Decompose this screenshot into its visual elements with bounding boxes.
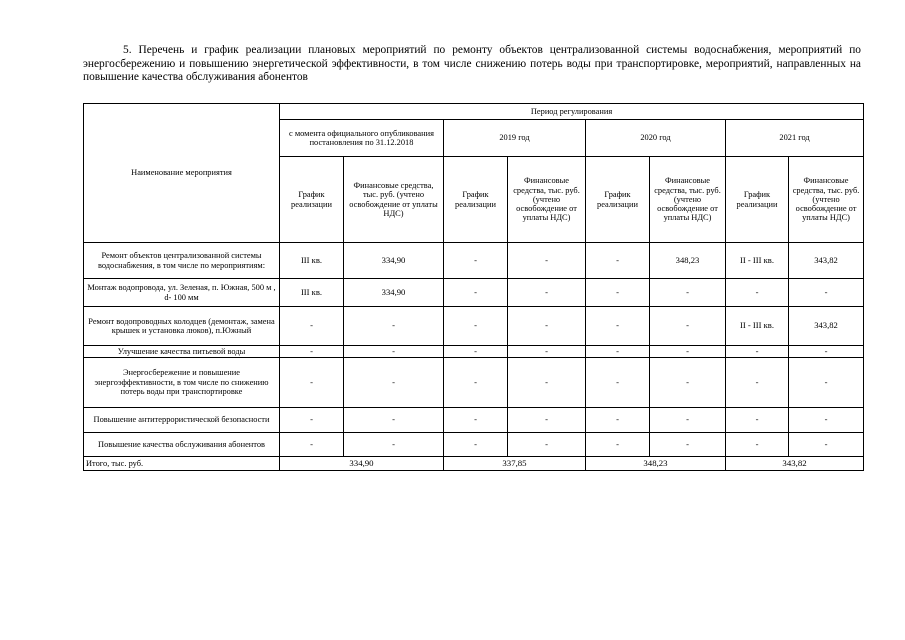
measure-name: Ремонт водопроводных колодцев (демонтаж, замена крышек и установка люков), п.Южный — [84, 307, 280, 346]
table-cell: - — [508, 358, 586, 408]
column-header-period: Период регулирования — [280, 104, 864, 120]
table-cell: - — [444, 358, 508, 408]
measures-table — [83, 103, 864, 471]
total-value-2018: 334,90 — [280, 457, 444, 471]
table-cell: - — [280, 358, 344, 408]
table-cell: III кв. — [280, 243, 344, 279]
finance-header: Финансовые средства, тыс. руб. (учтено освобождение от уплаты НДС) — [508, 157, 586, 243]
table-cell: - — [789, 346, 864, 358]
table-cell: - — [344, 346, 444, 358]
table-cell: - — [280, 346, 344, 358]
table-cell: - — [508, 433, 586, 457]
measure-name: Повышение антитеррористической безопасности — [84, 408, 280, 433]
table-cell: - — [444, 346, 508, 358]
table-row — [84, 358, 864, 408]
table-cell: - — [726, 279, 789, 307]
schedule-header: График реализации — [280, 157, 344, 243]
table-cell: - — [789, 358, 864, 408]
table-cell: - — [586, 408, 650, 433]
table-cell: - — [789, 279, 864, 307]
schedule-header: График реализации — [726, 157, 789, 243]
table-cell: - — [789, 408, 864, 433]
table-cell: III кв. — [280, 279, 344, 307]
table-cell: - — [726, 408, 789, 433]
schedule-header: График реализации — [444, 157, 508, 243]
table-cell: 343,82 — [789, 307, 864, 346]
measure-name: Повышение качества обслуживания абонентов — [84, 433, 280, 457]
table-cell: - — [344, 433, 444, 457]
table-cell: - — [650, 346, 726, 358]
table-row — [84, 346, 864, 358]
table-cell: - — [444, 243, 508, 279]
table-cell: - — [344, 358, 444, 408]
table-row — [84, 408, 864, 433]
total-value-2019: 337,85 — [444, 457, 586, 471]
table-cell: - — [650, 433, 726, 457]
measure-name: Ремонт объектов централизованной системы водоснабжения, в том числе по мероприятиям: — [84, 243, 280, 279]
table-cell: 334,90 — [344, 243, 444, 279]
period-header-2021: 2021 год — [726, 120, 864, 157]
table-cell: - — [344, 408, 444, 433]
table-cell: - — [586, 307, 650, 346]
table-cell: - — [508, 408, 586, 433]
total-row — [84, 457, 864, 471]
table-row — [84, 307, 864, 346]
table-cell: - — [726, 346, 789, 358]
schedule-header: График реализации — [586, 157, 650, 243]
section-heading: 5. Перечень и график реализации плановых мероприятий по ремонту объектов централизованной системы водоснабжения, мероприятий по энергосбережению и повышению энергетической эффективности, в том числе снижению потерь воды при транспортировке, мероприятий, направленных на повышение качества обслуживания абонентов — [83, 44, 861, 84]
table-cell: II - III кв. — [726, 307, 789, 346]
table-cell: - — [586, 279, 650, 307]
column-header-name: Наименование мероприятия — [84, 104, 280, 243]
table-cell: - — [508, 279, 586, 307]
table-cell: - — [650, 307, 726, 346]
table-cell: - — [508, 243, 586, 279]
measure-name: Монтаж водопровода, ул. Зеленая, п. Южная, 500 м , d- 100 мм — [84, 279, 280, 307]
table-row — [84, 279, 864, 307]
table-cell: - — [280, 408, 344, 433]
table-cell: - — [650, 279, 726, 307]
table-cell: - — [650, 408, 726, 433]
table-cell: - — [444, 408, 508, 433]
finance-header: Финансовые средства, тыс. руб. (учтено освобождение от уплаты НДС) — [789, 157, 864, 243]
total-value-2021: 343,82 — [726, 457, 864, 471]
table-cell: - — [280, 307, 344, 346]
period-header-2020: 2020 год — [586, 120, 726, 157]
table-cell: II - III кв. — [726, 243, 789, 279]
table-cell: - — [508, 307, 586, 346]
finance-header: Финансовые средства, тыс. руб. (учтено освобождение от уплаты НДС) — [650, 157, 726, 243]
measure-name: Улучшение качества питьевой воды — [84, 346, 280, 358]
table-cell: - — [444, 433, 508, 457]
table-cell: - — [650, 358, 726, 408]
table-row — [84, 243, 864, 279]
total-value-2020: 348,23 — [586, 457, 726, 471]
table-cell: - — [280, 433, 344, 457]
period-header-2019: 2019 год — [444, 120, 586, 157]
table-cell: - — [444, 279, 508, 307]
table-cell: - — [726, 433, 789, 457]
table-cell: - — [789, 433, 864, 457]
table-cell: - — [508, 346, 586, 358]
table-cell: 334,90 — [344, 279, 444, 307]
table-cell: - — [586, 433, 650, 457]
table-cell: - — [586, 243, 650, 279]
finance-header: Финансовые средства, тыс. руб. (учтено освобождение от уплаты НДС) — [344, 157, 444, 243]
measure-name: Энергосбережение и повышение энергоэффективности, в том числе по снижению потерь воды при транспортировке — [84, 358, 280, 408]
table-cell: - — [444, 307, 508, 346]
table-cell: 343,82 — [789, 243, 864, 279]
table-row — [84, 433, 864, 457]
total-label: Итого, тыс. руб. — [84, 457, 280, 471]
table-cell: - — [586, 346, 650, 358]
table-cell: - — [344, 307, 444, 346]
table-cell: - — [586, 358, 650, 408]
table-cell: - — [726, 358, 789, 408]
table-cell: 348,23 — [650, 243, 726, 279]
period-header-2018: с момента официального опубликования постановления по 31.12.2018 — [280, 120, 444, 157]
